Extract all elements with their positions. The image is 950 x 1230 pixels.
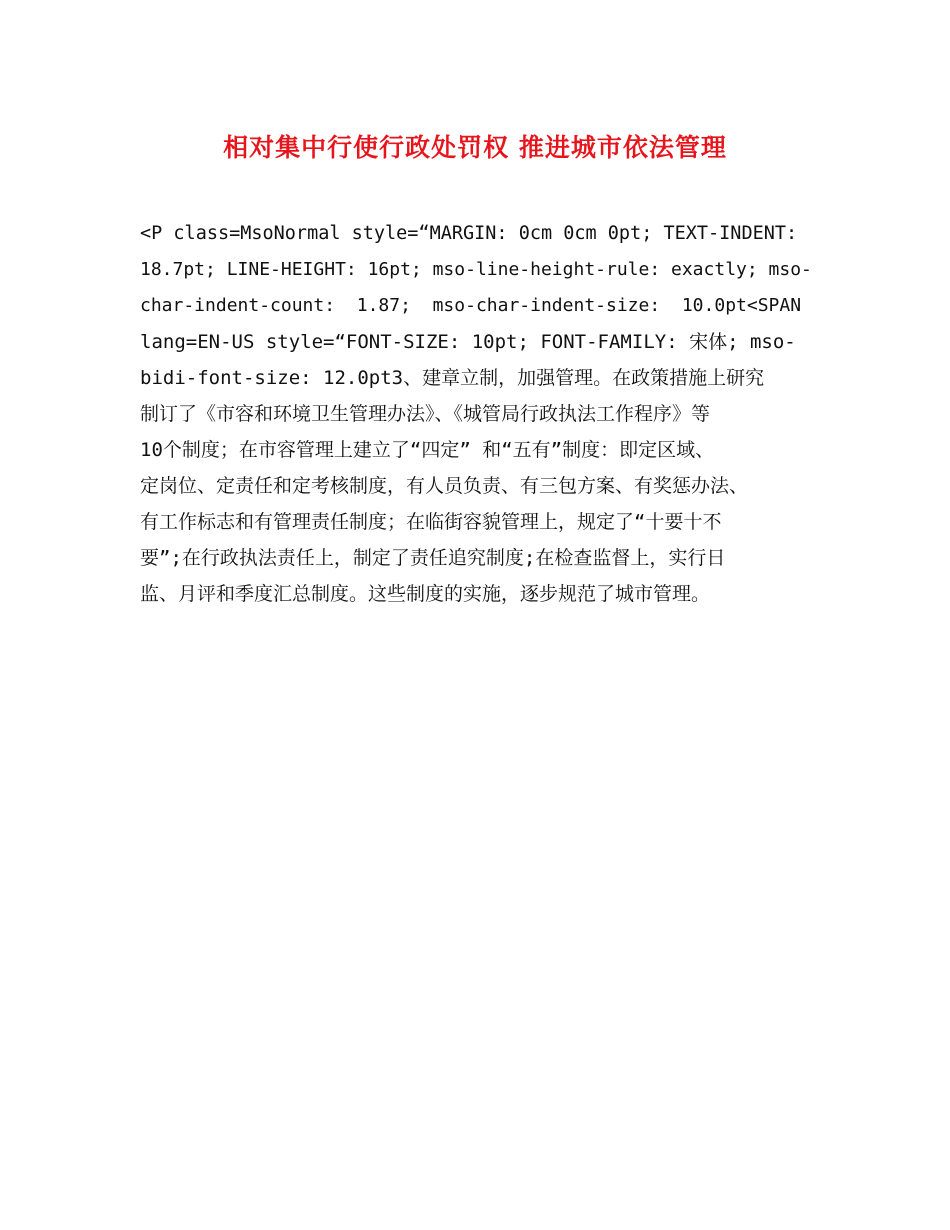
body-line: lang=EN-US style=“FONT-SIZE: 10pt; FONT-FAMILY: 宋体; mso- bbox=[140, 331, 796, 353]
body-line: 监、月评和季度汇总制度。这些制度的实施，逐步规范了城市管理。 bbox=[140, 583, 711, 605]
body-line: bidi-font-size: 12.0pt3、建章立制，加强管理。在政策措施上研究 bbox=[140, 367, 765, 389]
body-line: 要”;在行政执法责任上，制定了责任追究制度;在检查监督上，实行日 bbox=[140, 547, 726, 569]
body-line: char-indent-count: 1.87; mso-char-indent-size: 10.0pt<SPAN bbox=[140, 295, 802, 316]
body-line: <P class=MsoNormal style=“MARGIN: 0cm 0cm 0pt; TEXT-INDENT: bbox=[140, 223, 798, 244]
body-line: 10个制度；在市容管理上建立了“四定” 和“五有”制度：即定区域、 bbox=[140, 439, 715, 461]
body-line: 有工作标志和有管理责任制度；在临街容貌管理上，规定了“十要十不 bbox=[140, 511, 722, 533]
body-line: 制订了《市容和环境卫生管理办法》、《城管局行政执法工作程序》等 bbox=[140, 403, 711, 425]
document-body bbox=[140, 216, 812, 612]
document-title: 相对集中行使行政处罚权 推进城市依法管理 bbox=[223, 133, 727, 162]
body-line: 定岗位、定责任和定考核制度，有人员负责、有三包方案、有奖惩办法、 bbox=[140, 475, 749, 497]
body-line: 18.7pt; LINE-HEIGHT: 16pt; mso-line-height-rule: exactly; mso- bbox=[140, 259, 812, 280]
